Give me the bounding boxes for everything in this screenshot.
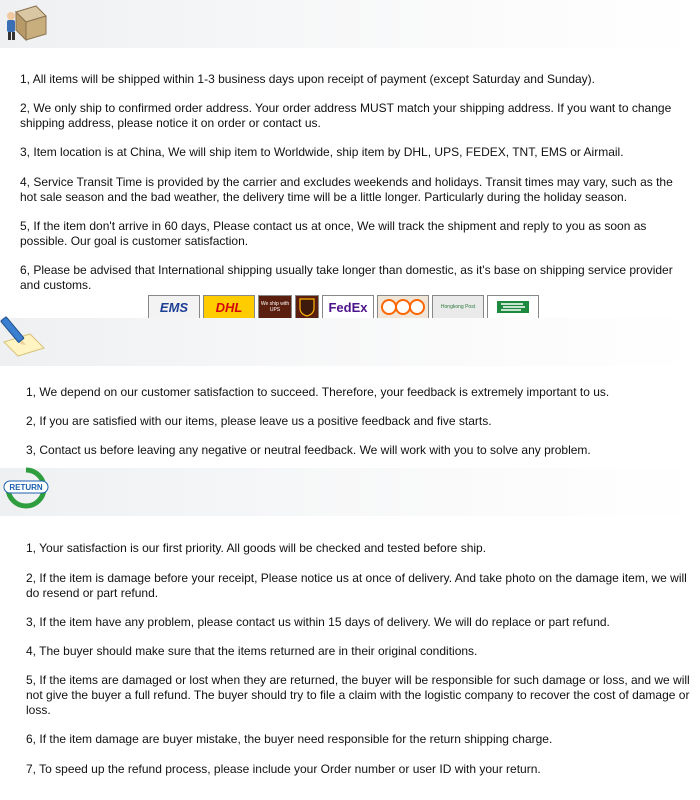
feedback-item-2: 2, If you are satisfied with our items, please leave us a positive feedback and five starts. (26, 414, 492, 428)
shipping-item-1: 1, All items will be shipped within 1-3 business days upon receipt of payment (except Saturday and Sunday). (20, 72, 595, 86)
shipping-header-bar (0, 0, 700, 48)
return-item-4: 4, The buyer should make sure that the items returned are in their original conditions. (26, 644, 478, 658)
return-header-bar (0, 468, 700, 516)
return-item-2: 2, If the item is damage before your receipt, Please notice us at once of delivery. And take photo on the damage item, we will do resend or part refund. (26, 571, 687, 600)
return-item-3: 3, If the item have any problem, please contact us within 15 days of delivery. We will do replace or part refund. (26, 615, 610, 629)
return-item-5: 5, If the items are damaged or lost when they are returned, the buyer will be responsible for such damage or loss, and we will not give the buyer a full refund. The buyer should try to file a claim with the logistic company to recover the cost of damage or loss. (26, 673, 690, 717)
pencil-note-icon (0, 314, 48, 363)
ups-shield-icon (295, 295, 319, 319)
ups-logo-icon: We ship with UPS (258, 295, 292, 319)
shipping-item-4: 4, Service Transit Time is provided by the carrier and excludes weekends and holidays. Transit times may vary, such as the hot sale season and the bad weather, the delivery time will be a little longer. Particularly during the holiday season. (20, 175, 673, 204)
shipping-item-6: 6, Please be advised that International shipping usually take longer than domestic, as it's base on shipping service provider and customs. (20, 263, 673, 292)
return-item-7: 7, To speed up the refund process, please include your Order number or user ID with your return. (26, 762, 541, 776)
svg-text:RETURN: RETURN (9, 483, 43, 492)
fedex-logo-icon: FedEx (322, 295, 374, 319)
feedback-item-1: 1, We depend on our customer satisfaction to succeed. Therefore, your feedback is extremely important to us. (26, 385, 610, 399)
return-item-6: 6, If the item damage are buyer mistake, the buyer need responsible for the return shipping charge. (26, 732, 553, 746)
shipping-item-3: 3, Item location is at China, We will ship item to Worldwide, ship item by DHL, UPS, FEDEX, TNT, EMS or Airmail. (20, 145, 624, 159)
hongkong-post-logo-icon: Hongkong Post (432, 295, 484, 319)
dhl-logo-icon: DHL (203, 295, 255, 319)
shipping-item-2: 2, We only ship to confirmed order address. Your order address MUST match your shipping address. If you want to change shipping address, please notice it on order or contact us. (20, 101, 672, 130)
return-badge-icon (2, 466, 50, 515)
shipping-box-icon (2, 2, 50, 49)
ems-logo-icon: EMS (148, 295, 200, 319)
return-item-1: 1, Your satisfaction is our first priority. All goods will be checked and tested before ship. (26, 541, 487, 555)
feedback-item-3: 3, Contact us before leaving any negative or neutral feedback. We will work with you to solve any problem. (26, 443, 591, 457)
tnt-logo-icon (377, 295, 429, 319)
feedback-header-bar (0, 318, 700, 366)
shipping-item-5: 5, If the item don't arrive in 60 days, Please contact us at once, We will track the shipment and reply to you as soon as possible. Our goal is customer satisfaction. (20, 219, 647, 248)
china-post-logo-icon (487, 295, 539, 319)
